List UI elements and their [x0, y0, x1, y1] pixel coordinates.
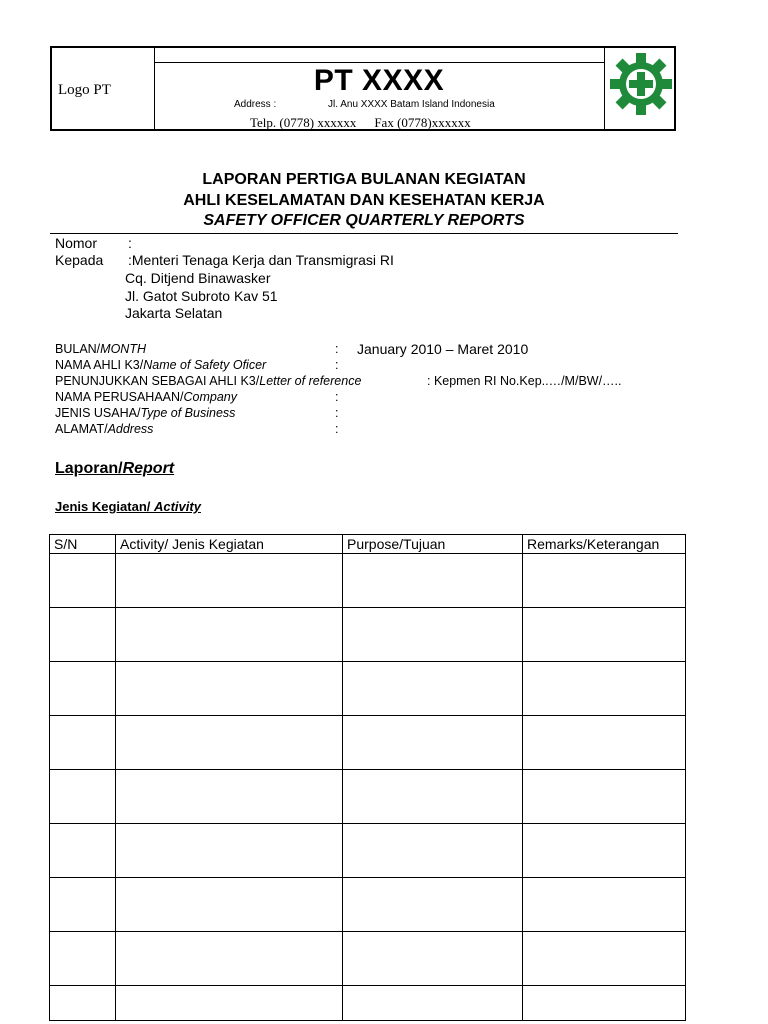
logo-placeholder: Logo PT: [58, 82, 111, 98]
purpose-cell[interactable]: [343, 824, 523, 878]
activity-cell[interactable]: [116, 878, 343, 932]
usaha-label-id: JENIS USAHA/: [55, 406, 141, 420]
report-title-id: Laporan/: [55, 460, 123, 477]
nomor-label: Nomor: [55, 235, 98, 251]
perusahaan-label: [55, 390, 237, 404]
sn-cell[interactable]: [50, 878, 116, 932]
activity-subtitle: [55, 499, 201, 514]
alamat-label-id: ALAMAT/: [55, 422, 108, 436]
table-row: [50, 878, 686, 932]
remarks-cell[interactable]: [523, 986, 686, 1021]
address-value: Jl. Anu XXXX Batam Island Indonesia: [328, 99, 495, 110]
alamat-colon: :: [335, 422, 339, 436]
purpose-cell[interactable]: [343, 662, 523, 716]
bulan-label-id: BULAN/: [55, 342, 101, 356]
activity-table-body: [50, 554, 686, 1021]
activity-subtitle-id: Jenis Kegiatan/: [55, 499, 154, 514]
activity-cell[interactable]: [116, 824, 343, 878]
addressee-line4: Jakarta Selatan: [125, 305, 223, 321]
perusahaan-label-en: Company: [183, 390, 238, 404]
activity-cell[interactable]: [116, 932, 343, 986]
nama-colon: :: [335, 358, 339, 372]
perusahaan-colon: :: [335, 390, 339, 404]
penunjukkan-label-en: Letter of reference: [259, 374, 362, 388]
telp-text: Telp. (0778) xxxxxx: [250, 115, 357, 130]
remarks-cell[interactable]: [523, 824, 686, 878]
nama-label-en: Name of Safety Oficer: [143, 358, 267, 372]
nama-label-id: NAMA AHLI K3/: [55, 358, 144, 372]
alamat-label-en: Address: [107, 422, 154, 436]
table-row: [50, 662, 686, 716]
report-title-line1: LAPORAN PERTIGA BULANAN KEGIATAN: [202, 171, 526, 188]
activity-cell[interactable]: [116, 662, 343, 716]
col-remarks: Remarks/Keterangan: [523, 535, 686, 554]
table-row: [50, 608, 686, 662]
report-section-title: [55, 460, 174, 478]
usaha-colon: :: [335, 406, 339, 420]
purpose-cell[interactable]: [343, 608, 523, 662]
remarks-cell[interactable]: [523, 554, 686, 608]
addressee-line2: Cq. Ditjend Binawasker: [125, 270, 271, 286]
title-divider: [50, 233, 678, 234]
sn-cell[interactable]: [50, 662, 116, 716]
table-row: [50, 770, 686, 824]
bulan-label: [55, 342, 146, 356]
usaha-label-en: Type of Business: [140, 406, 236, 420]
sn-cell[interactable]: [50, 986, 116, 1021]
penunjukkan-value: : Kepmen RI No.Kep..…/M/BW/…..: [427, 374, 622, 388]
activity-cell[interactable]: [116, 770, 343, 824]
remarks-cell[interactable]: [523, 608, 686, 662]
activity-cell[interactable]: [116, 554, 343, 608]
address-label: Address :: [234, 99, 277, 110]
kepada-label: Kepada: [55, 252, 104, 268]
purpose-cell[interactable]: [343, 554, 523, 608]
sn-cell[interactable]: [50, 608, 116, 662]
purpose-cell[interactable]: [343, 770, 523, 824]
activity-cell[interactable]: [116, 608, 343, 662]
table-header-row: [50, 535, 686, 554]
fax-text: Fax (0778)xxxxxx: [374, 115, 471, 130]
table-row: [50, 824, 686, 878]
activity-subtitle-en: Activity: [153, 499, 201, 514]
alamat-label: [55, 422, 153, 436]
nomor-colon: :: [128, 235, 132, 251]
table-row: [50, 716, 686, 770]
penunjukkan-label-id: PENUNJUKKAN SEBAGAI AHLI K3/: [55, 374, 260, 388]
sn-cell[interactable]: [50, 554, 116, 608]
perusahaan-label-id: NAMA PERUSAHAAN/: [55, 390, 184, 404]
col-purpose: Purpose/Tujuan: [343, 535, 523, 554]
remarks-cell[interactable]: [523, 770, 686, 824]
col-sn: S/N: [50, 535, 116, 554]
purpose-cell[interactable]: [343, 716, 523, 770]
col-activity: Activity/ Jenis Kegiatan: [116, 535, 343, 554]
sn-cell[interactable]: [50, 716, 116, 770]
usaha-label: [55, 406, 235, 420]
bulan-colon: :: [335, 342, 339, 356]
table-row: [50, 986, 686, 1021]
remarks-cell[interactable]: [523, 716, 686, 770]
activity-cell[interactable]: [116, 716, 343, 770]
addressee-line3: Jl. Gatot Subroto Kav 51: [125, 288, 278, 304]
report-title-english: SAFETY OFFICER QUARTERLY REPORTS: [203, 212, 525, 229]
purpose-cell[interactable]: [343, 878, 523, 932]
sn-cell[interactable]: [50, 770, 116, 824]
activity-cell[interactable]: [116, 986, 343, 1021]
bulan-label-en: MONTH: [100, 342, 146, 356]
table-row: [50, 932, 686, 986]
report-title-line2: AHLI KESELAMATAN DAN KESEHATAN KERJA: [183, 192, 545, 209]
purpose-cell[interactable]: [343, 986, 523, 1021]
activity-table: [49, 534, 686, 1021]
sn-cell[interactable]: [50, 932, 116, 986]
penunjukkan-label: [55, 374, 361, 388]
report-title-en: Report: [122, 460, 175, 477]
kepada-value: :Menteri Tenaga Kerja dan Transmigrasi RI: [128, 252, 394, 268]
remarks-cell[interactable]: [523, 932, 686, 986]
nama-label: [55, 358, 266, 372]
remarks-cell[interactable]: [523, 662, 686, 716]
bulan-value: January 2010 – Maret 2010: [357, 341, 529, 357]
k3-gear-cross-icon: [610, 53, 672, 115]
contact-line: [250, 115, 471, 131]
company-name: PT XXXX: [313, 64, 445, 97]
letterhead-box: [50, 46, 676, 131]
sn-cell[interactable]: [50, 824, 116, 878]
purpose-cell[interactable]: [343, 932, 523, 986]
table-row: [50, 554, 686, 608]
remarks-cell[interactable]: [523, 878, 686, 932]
